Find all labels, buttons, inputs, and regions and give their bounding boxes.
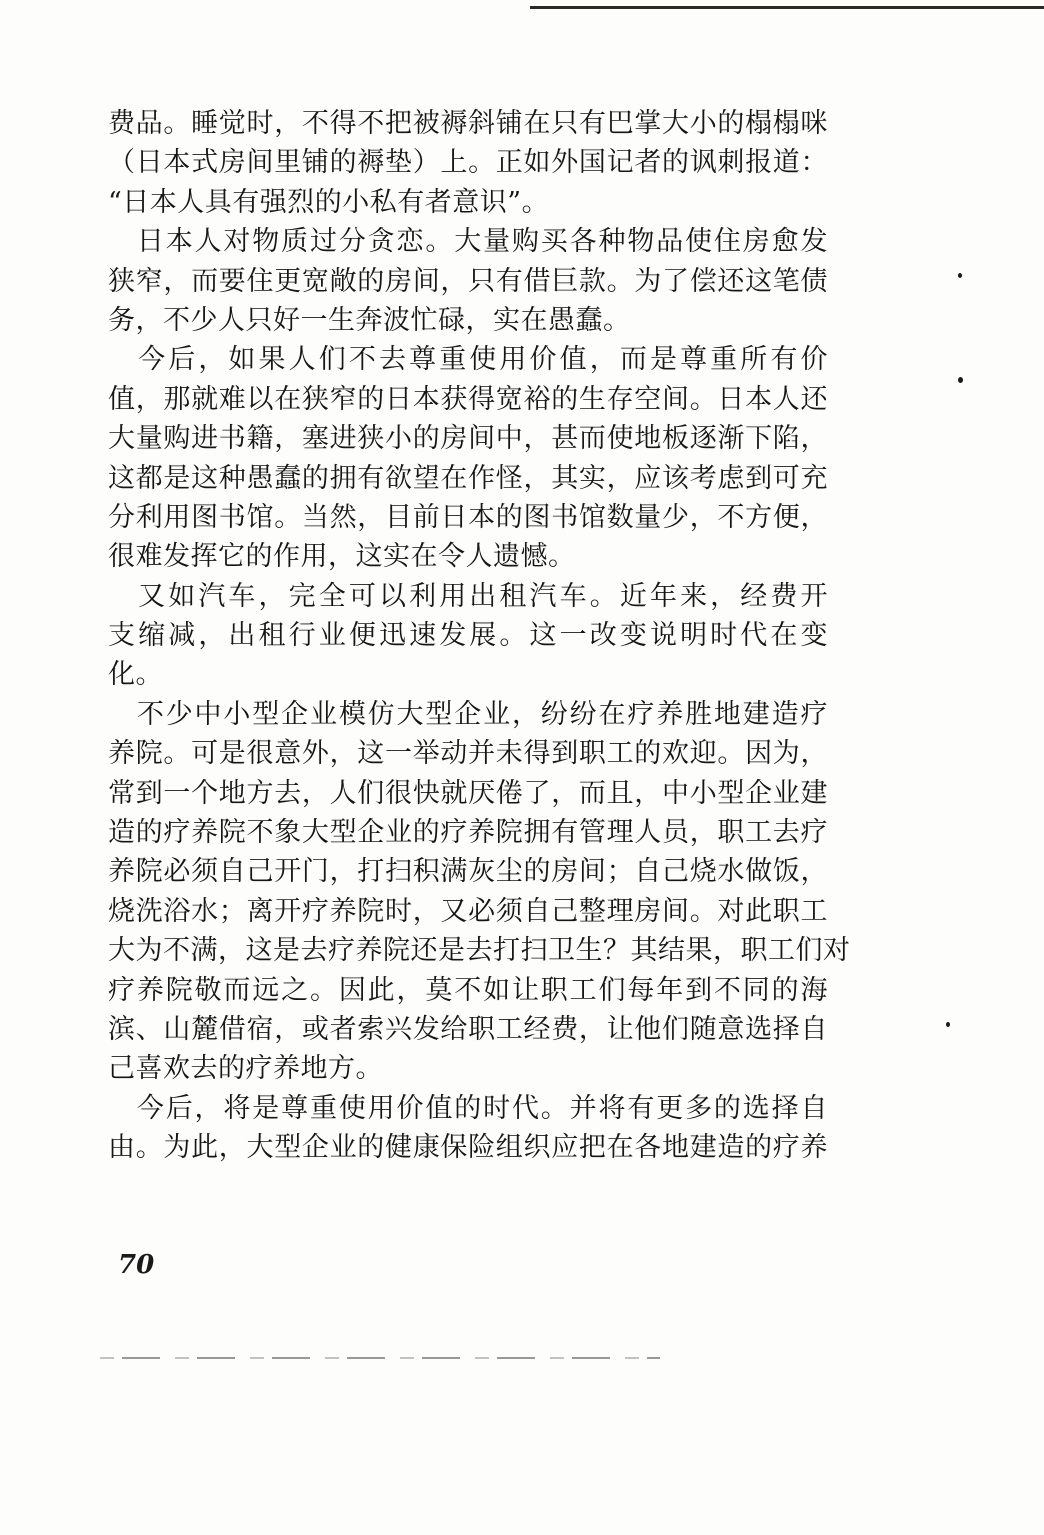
text-line: 分利用图书馆。当然，目前日本的图书馆数量少，不方便，	[108, 501, 828, 533]
text-line: 烧洗浴水；离开疗养院时，又必须自己整理房间。对此职工	[108, 895, 828, 927]
text-line: “日本人具有强烈的小私有者意识”。	[108, 186, 550, 218]
text-line: 常到一个地方去，人们很快就厌倦了，而且，中小型企业建	[108, 777, 828, 809]
text-line: 造的疗养院不象大型企业的疗养院拥有管理人员，职工去疗	[108, 817, 828, 849]
text-line: 养院。可是很意外，这一举动并未得到职工的欢迎。因为，	[108, 738, 828, 770]
page-number: 70	[118, 1250, 155, 1280]
text-line: 今后，如果人们不去尊重使用价值，而是尊重所有价	[108, 344, 828, 376]
text-line: 值，那就难以在狭窄的日本获得宽裕的生存空间。日本人还	[108, 383, 828, 415]
text-line: 滨、山麓借宿，或者索兴发给职工经费，让他们随意选择自	[108, 1013, 828, 1045]
text-line: 疗养院敬而远之。因此，莫不如让职工们每年到不同的海	[108, 974, 828, 1006]
text-line: 支缩减，出租行业便迅速发展。这一改变说明时代在变	[108, 620, 828, 652]
bottom-scan-noise	[100, 1357, 660, 1359]
text-line: 由。为此，大型企业的健康保险组织应把在各地建造的疗养	[108, 1132, 828, 1164]
text-line: 大为不满，这是去疗养院还是去打扫卫生？其结果，职工们对	[108, 935, 851, 967]
scan-speck	[958, 377, 963, 383]
text-line: 日本人对物质过分贪恋。大量购买各种物品使住房愈发	[108, 226, 828, 258]
text-line: 很难发挥它的作用，这实在令人遗憾。	[108, 541, 576, 573]
scan-speck	[946, 1022, 950, 1027]
text-line: 己喜欢去的疗养地方。	[108, 1053, 383, 1085]
text-line: 今后，将是尊重使用价值的时代。并将有更多的选择自	[108, 1092, 828, 1124]
text-line: 不少中小型企业模仿大型企业，纷纷在疗养胜地建造疗	[108, 698, 828, 730]
text-line: 务，不少人只好一生奔波忙碌，实在愚蠢。	[108, 304, 631, 336]
text-line: 化。	[108, 659, 163, 691]
text-line: 狭窄，而要住更宽敞的房间，只有借巨款。为了偿还这笔债	[108, 265, 828, 297]
body-text	[108, 104, 851, 1168]
text-line: 这都是这种愚蠢的拥有欲望在作怪，其实，应该考虑到可充	[108, 462, 828, 494]
top-border-rule	[530, 6, 1044, 9]
text-line: 大量购进书籍，塞进狭小的房间中，甚而使地板逐渐下陷，	[108, 423, 828, 455]
text-line: （日本式房间里铺的褥垫）上。正如外国记者的讽刺报道：	[108, 147, 828, 179]
text-line: 养院必须自己开门，打扫积满灰尘的房间；自己烧水做饭，	[108, 856, 828, 888]
scan-speck	[958, 273, 962, 278]
text-line: 又如汽车，完全可以利用出租汽车。近年来，经费开	[108, 580, 828, 612]
text-line: 费品。睡觉时，不得不把被褥斜铺在只有巴掌大小的榻榻咪	[108, 108, 828, 139]
